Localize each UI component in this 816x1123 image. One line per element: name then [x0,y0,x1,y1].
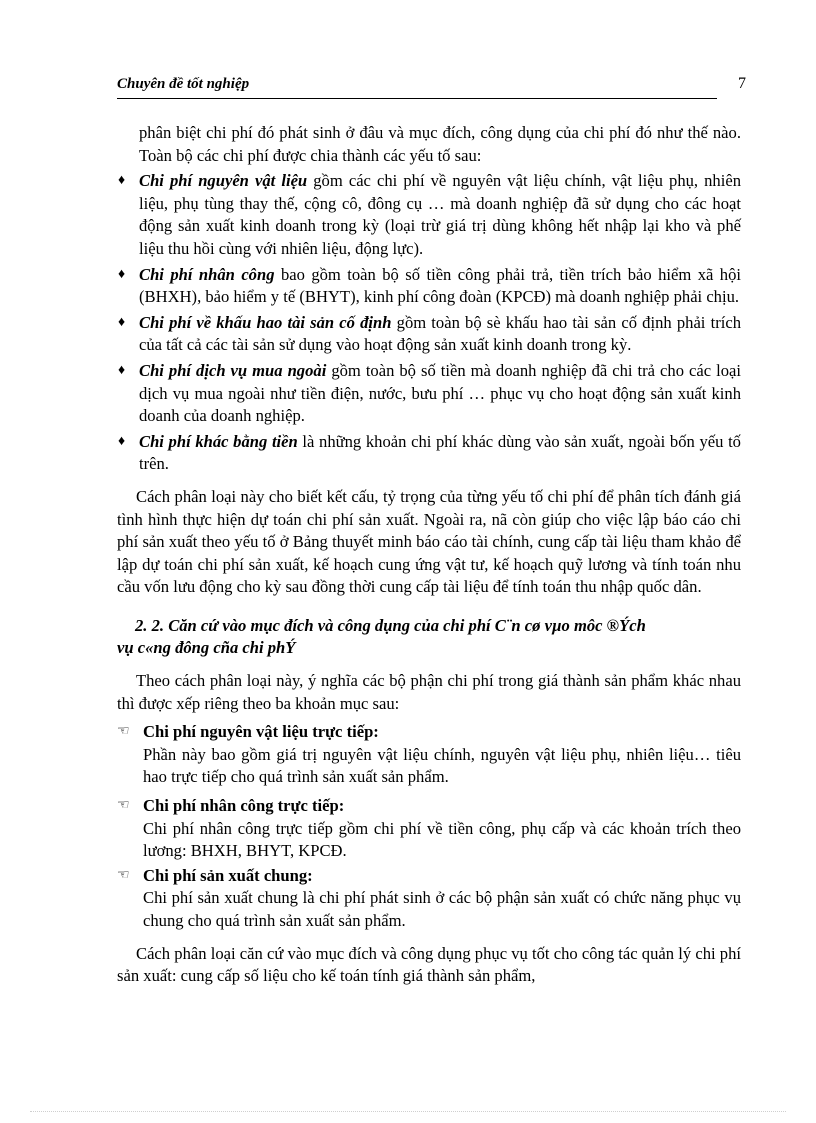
cost-item-text: Phần này bao gồm giá trị nguyên vật liệu chính, nguyên vật liệu phụ, nhiên liệu… tiêu hao trực tiếp cho quá trình sản xuất sản phẩm. [143,744,741,787]
diamond-bullet-icon: ♦ [118,266,126,282]
factor-term: Chi phí nhân công [139,264,275,284]
page-number: 7 [738,75,746,92]
pointing-hand-icon: ☜ [117,724,130,740]
page-header [117,76,717,99]
cost-factor-item [117,312,741,357]
cost-factor-item [117,264,741,309]
page-body [117,122,741,988]
factor-text: bao gồm toàn bộ số tiền công phải trả, tiền trích bảo hiểm xã hội (BHXH), bảo hiểm y tế (BHYT), kinh phí công đoàn (KPCĐ) mà doanh nghiệp phải chịu. [139,264,741,307]
diamond-bullet-icon: ♦ [118,362,126,378]
cost-item [117,865,741,933]
header-title: Chuyên đề tốt nghiệp [117,76,250,92]
cost-item-title: Chi phí nhân công trực tiếp: [143,796,345,816]
pointing-hand-icon: ☜ [117,798,130,814]
cost-item-title: Chi phí sản xuất chung: [143,865,313,885]
factor-text: là những khoản chi phí khác dùng vào sản xuất, ngoài bốn yếu tố trên. [139,431,741,474]
factor-text: gồm toàn bộ sè khấu hao tài sản cố định phải trích của tất cả các tài sản sử dụng vào hoạt động sản xuất kinh doanh trong kỳ. [139,312,741,355]
section-heading-line1: 2. 2. Căn cứ vào mục đích và công dụng của chi phí C¨n cø vµo môc ®Ých [135,615,646,635]
classification-paragraph: Cách phân loại này cho biết kết cấu, tỷ trọng của từng yếu tố chi phí để phân tích đánh giá tình hình thực hiện dự toán chi phí sản xuất. Ngoài ra, nã còn giúp cho việc lập báo cáo chi phí sản xuất theo yếu tố ở Bảng thuyết minh báo cáo tài chính, cung cấp tài liệu tham khảo để lập dự toán chi phí sản xuất, kế hoạch cung ứng vật tư, kế hoạch quỹ lương và tính toán nhu cầu vốn lưu động cho kỳ sau đồng thời cung cấp tài liệu để tính toán thu nhập quốc dân. [117,486,741,597]
cost-item [117,721,741,789]
purpose-paragraph: Theo cách phân loại này, ý nghĩa các bộ phận chi phí trong giá thành sản phẩm khác nhau thì được xếp riêng theo ba khoản mục sau: [117,671,741,713]
diamond-bullet-icon: ♦ [118,433,126,449]
cost-factor-list [117,170,741,476]
intro-paragraph: phân biệt chi phí đó phát sinh ở đâu và mục đích, công dụng của chi phí đó như thế nào. Toàn bộ các chi phí được chia thành các yếu tố sau: [139,123,741,165]
section-heading [117,615,741,660]
page-bottom-divider [30,1111,786,1112]
cost-item-title: Chi phí nguyên vật liệu trực tiếp: [143,722,379,742]
diamond-bullet-icon: ♦ [118,173,126,189]
cost-item-text: Chi phí nhân công trực tiếp gồm chi phí về tiền công, phụ cấp và các khoản trích theo lương: BHXH, BHYT, KPCĐ. [143,818,741,861]
section-heading-line2: vụ c«ng đông cña chi phÝ [117,638,296,658]
cost-item [117,795,741,863]
closing-paragraph: Cách phân loại căn cứ vào mục đích và công dụng phục vụ tốt cho công tác quản lý chi phí sản xuất: cung cấp số liệu cho kế toán tính giá thành sản phẩm, [117,943,741,986]
factor-term: Chi phí khác bằng tiền [139,431,298,451]
factor-term: Chi phí dịch vụ mua ngoài [139,360,327,380]
cost-item-list [117,721,741,932]
pointing-hand-icon: ☜ [117,867,130,883]
factor-term: Chi phí về khấu hao tài sản cố định [139,312,392,332]
factor-text: gồm các chi phí về nguyên vật liệu chính, vật liệu phụ, nhiên liệu, phụ tùng thay thế, cộng cô, đông cụ … mà doanh nghiệp đã sử dụng cho các hoạt động sản xuất kinh doanh trong kỳ (loại trừ giá trị dùng không hết nhập lại kho và phế liệu thu hồi cùng với nhiên liệu, động lực). [139,171,742,258]
diamond-bullet-icon: ♦ [118,314,126,330]
cost-item-text: Chi phí sản xuất chung là chi phí phát sinh ở các bộ phận sản xuất có chức năng phục vụ chung cho quá trình sản xuất sản phẩm. [143,888,741,930]
cost-factor-item [117,431,741,476]
factor-text: gồm toàn bộ số tiền mà doanh nghiệp đã chi trả cho các loại dịch vụ mua ngoài như tiền điện, nước, bưu phí … phục vụ cho hoạt động sản xuất kinh doanh của doanh nghiệp. [139,360,741,426]
cost-factor-item [117,170,741,260]
factor-term: Chi phí nguyên vật liệu [139,171,308,191]
cost-factor-item [117,360,741,428]
